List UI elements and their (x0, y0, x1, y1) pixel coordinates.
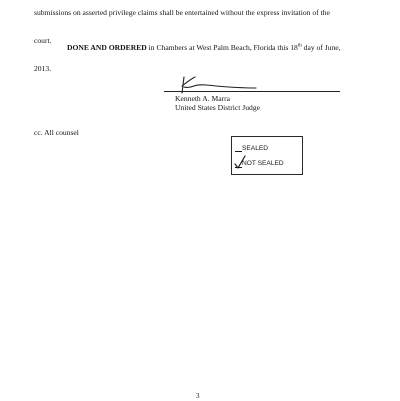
sealed-status-stamp (231, 136, 303, 175)
done-and-ordered-lead: DONE AND ORDERED (67, 43, 147, 52)
signer-title: United States District Judge (175, 103, 260, 112)
signature-line (164, 91, 340, 92)
stamp-option-sealed: SEALED (242, 145, 269, 152)
order-text: in Chambers at West Palm Beach, Florida this 18 (146, 43, 298, 52)
done-and-ordered-line (67, 43, 341, 52)
judge-signature (178, 74, 258, 96)
order-ordinal-suffix: th (297, 43, 302, 49)
paragraph-line-2: court. (34, 36, 52, 45)
signer-name: Kenneth A. Marra (175, 94, 231, 103)
order-year: 2013. (34, 64, 52, 73)
order-text-end: day of June, (301, 43, 341, 52)
paragraph-line-1: submissions on asserted privilege claims shall be entertained without the express invitation of the (34, 8, 330, 17)
sealed-blank (235, 151, 242, 152)
cc-line: cc. All counsel (34, 128, 79, 137)
stamp-option-not-sealed: NOT SEALED (242, 160, 284, 167)
page-number: 3 (196, 392, 200, 400)
